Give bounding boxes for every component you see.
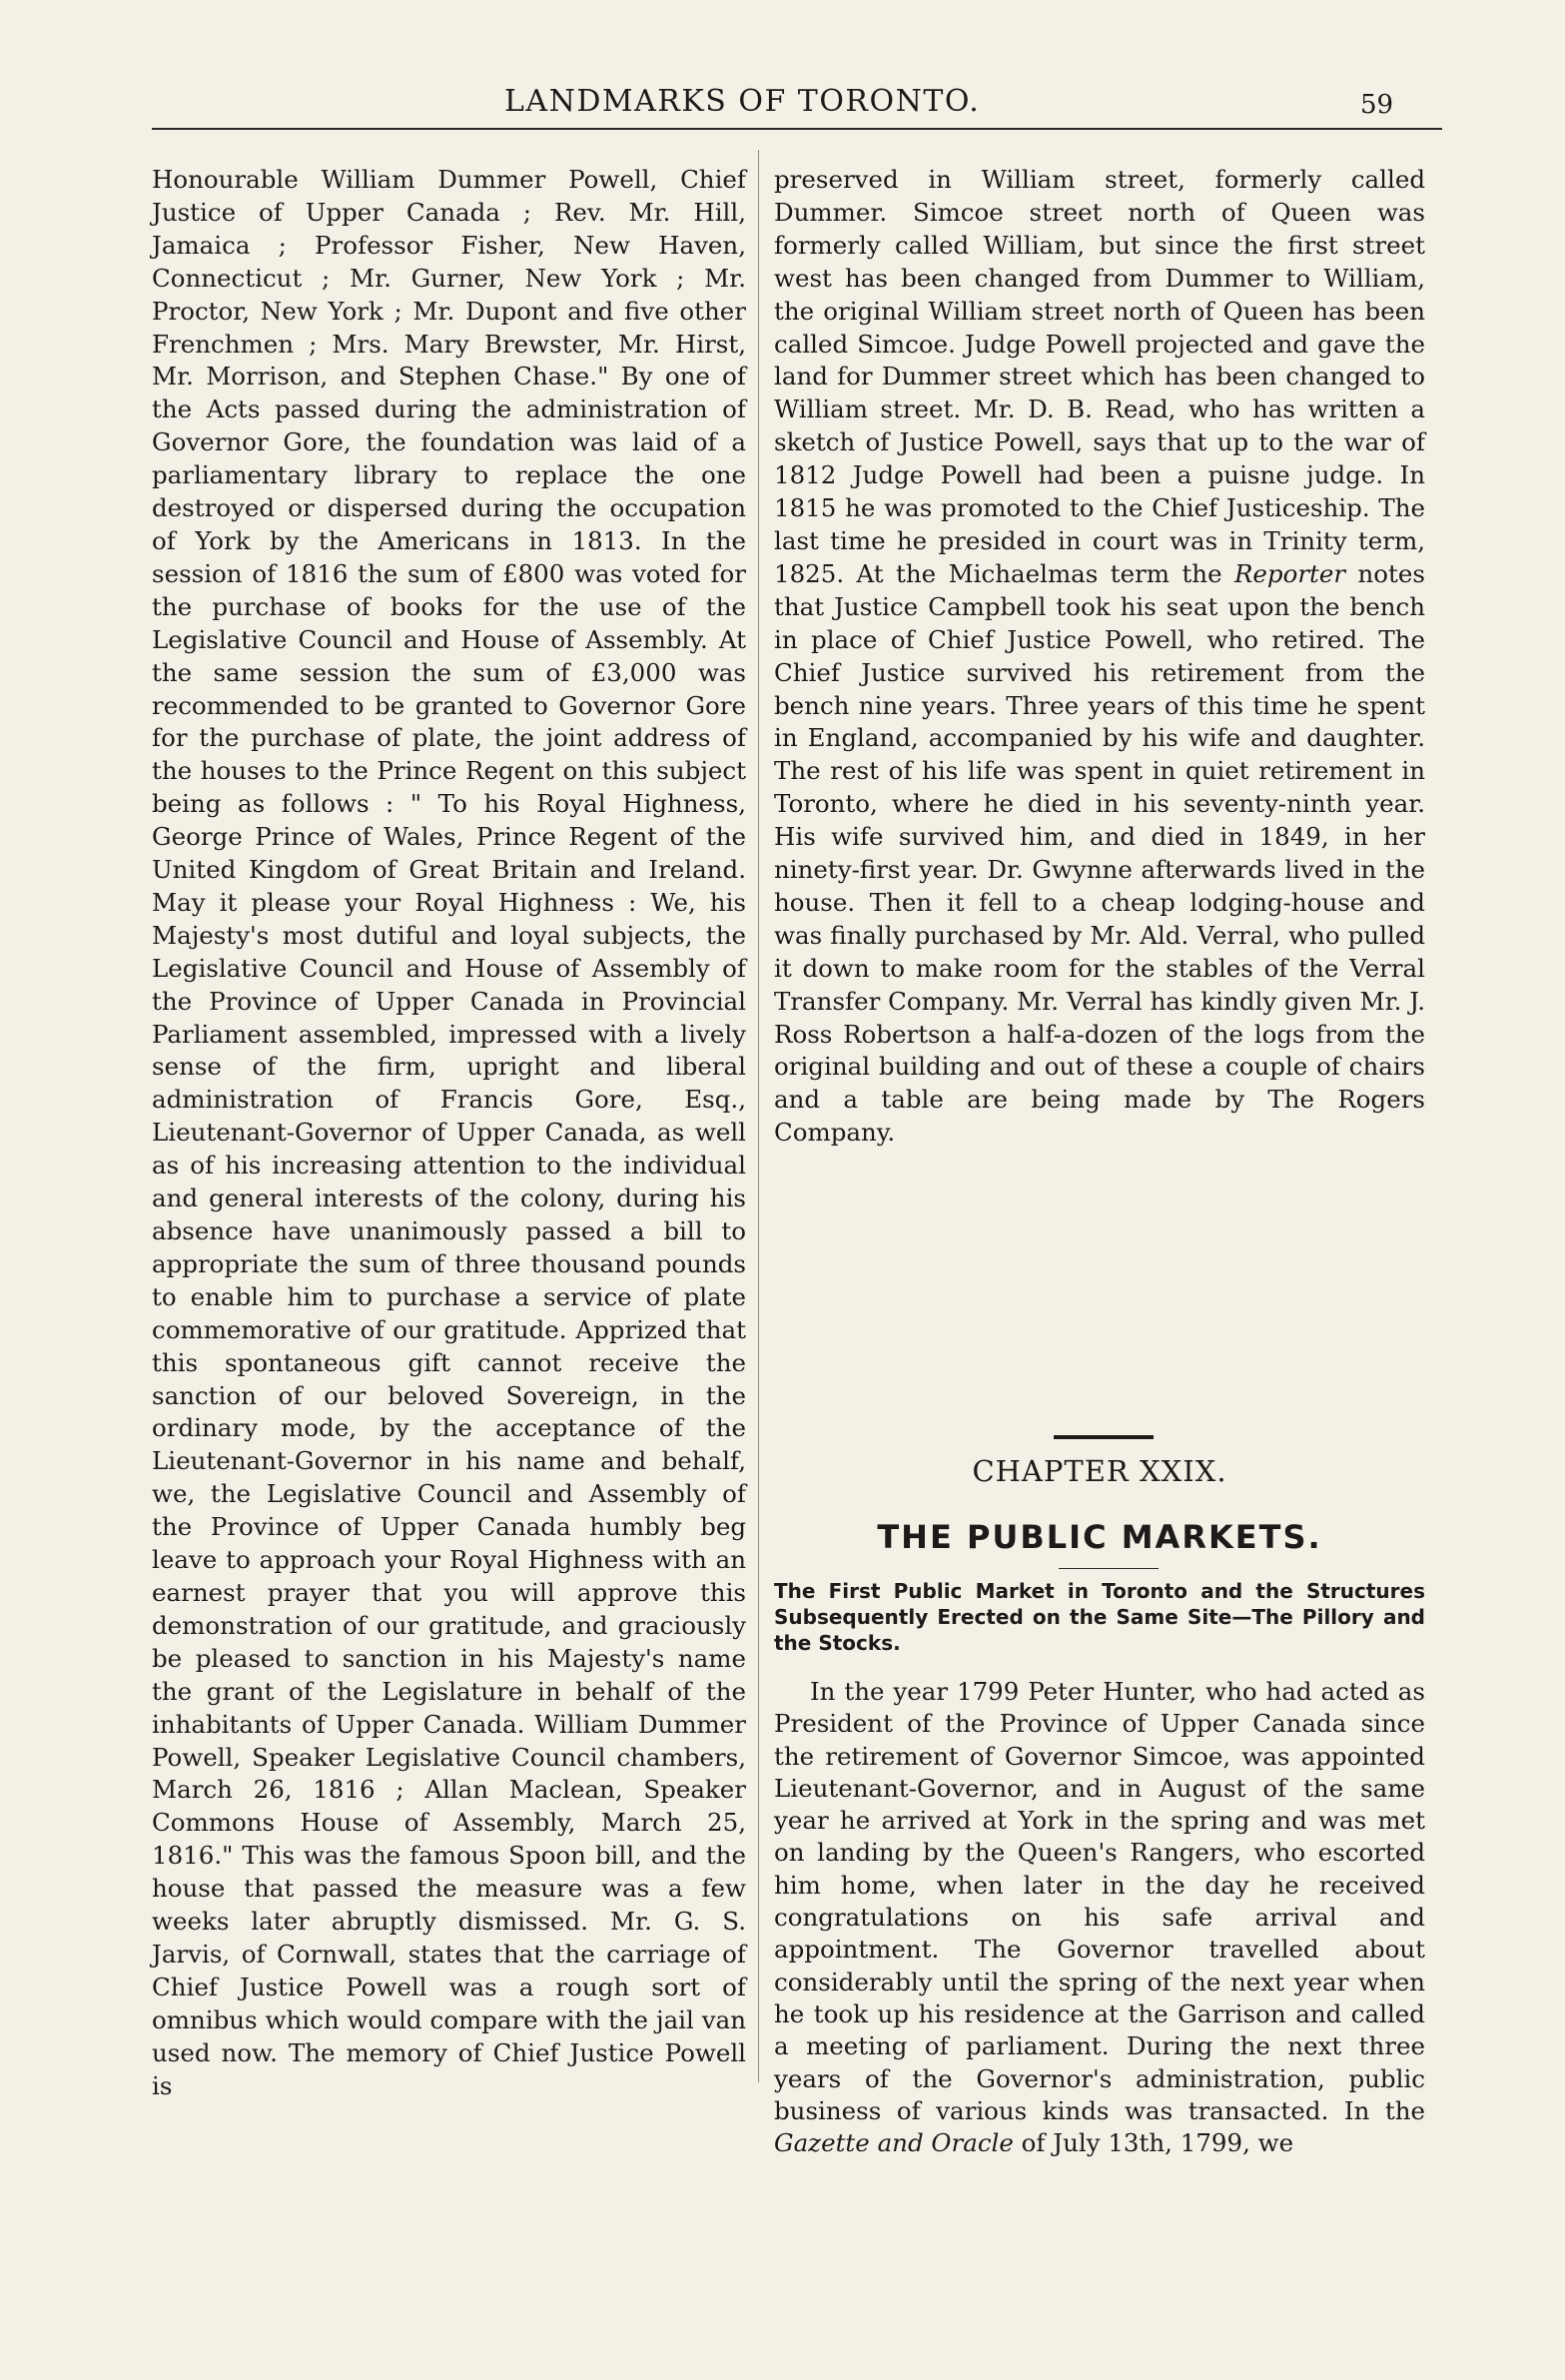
running-head [0, 80, 1565, 126]
chapter-title: CHAPTER XXIX. [972, 1454, 1227, 1488]
page-number: 59 [1360, 90, 1394, 120]
text-segment: In the year 1799 Peter Hunter, who had acted as President of the Province of Upper Canada since the retirement of Governor Simcoe, was appointed Lieutenant-Governor, and in August of the same year he arrived at York in the spring and was met on landing by the Queen's Rangers, who escorted him home, when later in the day he received congratulations on his safe arrival and appointment. The Governor travelled about considerably until the spring of the next year when he took up his residence at the Garrison and called a meeting of parliament. During the next three years of the Governor's administration, public business of various kinds was transacted. In the [774, 1677, 1425, 2125]
right-column-text-bottom [774, 1676, 1425, 2159]
chapter-summary: The First Public Market in Toronto and the Structures Subsequently Erected on the Same Site—The Pillory and the Stocks. [774, 1579, 1425, 1655]
italic-reporter: Reporter [1233, 558, 1346, 588]
italic-gazette: Gazette and Oracle [774, 2128, 1014, 2158]
right-column-text-top [774, 164, 1425, 1150]
text-segment: of July 13th, 1799, we [1013, 2128, 1294, 2158]
column-divider [758, 150, 759, 2082]
section-rule [1059, 1568, 1159, 1569]
text-segment: notes that Justice Campbell took his seat upon the bench in place of Chief Justice Powell, who retired. The Chief Justice survived his retirement from the bench nine years. Three years of this time he spent in England, accompanied by his wife and daughter. The rest of his life was spent in quiet retirement in Toronto, where he died in his seventy-ninth year. His wife survived him, and died in 1849, in her ninety-first year. Dr. Gwynne afterwards lived in the house. Then it fell to a cheap lodging-house and was finally purchased by Mr. Ald. Verral, who pulled it down to make room for the stables of the Verral Transfer Company. Mr. Verral has kindly given Mr. J. Ross Robertson a half-a-dozen of the logs from the original building and out of these a couple of chairs and a table are being made by The Rogers Company. [774, 558, 1425, 1148]
running-title: LANDMARKS OF TORONTO. [504, 84, 981, 119]
chapter-ornament-rule [1054, 1435, 1154, 1439]
text-segment: preserved in William street, formerly called Dummer. Simcoe street north of Queen was formerly called William, but since the first street west has been changed from Dummer to William, the original William street north of Queen has been called Simcoe. Judge Powell projected and gave the land for Dummer street which has been changed to William street. Mr. D. B. Read, who has written a sketch of Justice Powell, says that up to the war of 1812 Judge Powell had been a puisne judge. In 1815 he was promoted to the Chief Justiceship. The last time he presided in court was in Trinity term, 1825. At the Michaelmas term the [774, 165, 1425, 588]
section-title: THE PUBLIC MARKETS. [877, 1518, 1322, 1556]
header-rule [152, 128, 1442, 130]
right-column-top [774, 164, 1425, 1150]
left-column-text: Honourable William Dummer Powell, Chief Justice of Upper Canada ; Rev. Mr. Hill, Jamaica ; Professor Fisher, New Haven, Connecticut ; Mr. Gurner, New York ; Mr. Proctor, New York ; Mr. Dupont and five other Frenchmen ; Mrs. Mary Brewster, Mr. Hirst, Mr. Morrison, and Stephen Chase." By one of the Acts passed during the administration of Governor Gore, the foundation was laid of a parliamentary library to replace the one destroyed or dispersed during the occupation of York by the Americans in 1813. In the session of 1816 the sum of £800 was voted for the purchase of books for the use of the Legislative Council and House of Assembly. At the same session the sum of £3,000 was recommended to be granted to Governor Gore for the purchase of plate, the joint address of the houses to the Prince Regent on this subject being as follows : " To his Royal Highness, George Prince of Wales, Prince Regent of the United Kingdom of Great Britain and Ireland. May it please your Royal Highness : We, his Majesty's most dutiful and loyal subjects, the Legislative Council and House of Assembly of the Province of Upper Canada in Provincial Parliament assembled, impressed with a lively sense of the firm, upright and liberal administration of Francis Gore, Esq., Lieutenant-Governor of Upper Canada, as well as of his increasing attention to the individual and general interests of the colony, during his absence have unanimously passed a bill to appropriate the sum of three thousand pounds to enable him to purchase a service of plate commemorative of our gratitude. Apprized that this spontaneous gift cannot receive the sanction of our beloved Sovereign, in the ordinary mode, by the acceptance of the Lieutenant-Governor in his name and behalf, we, the Legislative Council and Assembly of the Province of Upper Canada humbly beg leave to approach your Royal Highness with an earnest prayer that you will approve this demonstration of our gratitude, and graciously be pleased to sanction in his Majesty's name the grant of the Legislature in behalf of the inhabitants of Upper Canada. William Dummer Powell, Speaker Legislative Council chambers, March 26, 1816 ; Allan Maclean, Speaker Commons House of Assembly, March 25, 1816." This was the famous Spoon bill, and the house that passed the measure was a few weeks later abruptly dismissed. Mr. G. S. Jarvis, of Cornwall, states that the carriage of Chief Justice Powell was a rough sort of omnibus which would compare with the jail van used now. The memory of Chief Justice Powell is [152, 165, 746, 2100]
right-column-bottom [774, 1676, 1425, 2159]
left-column [152, 164, 746, 2102]
